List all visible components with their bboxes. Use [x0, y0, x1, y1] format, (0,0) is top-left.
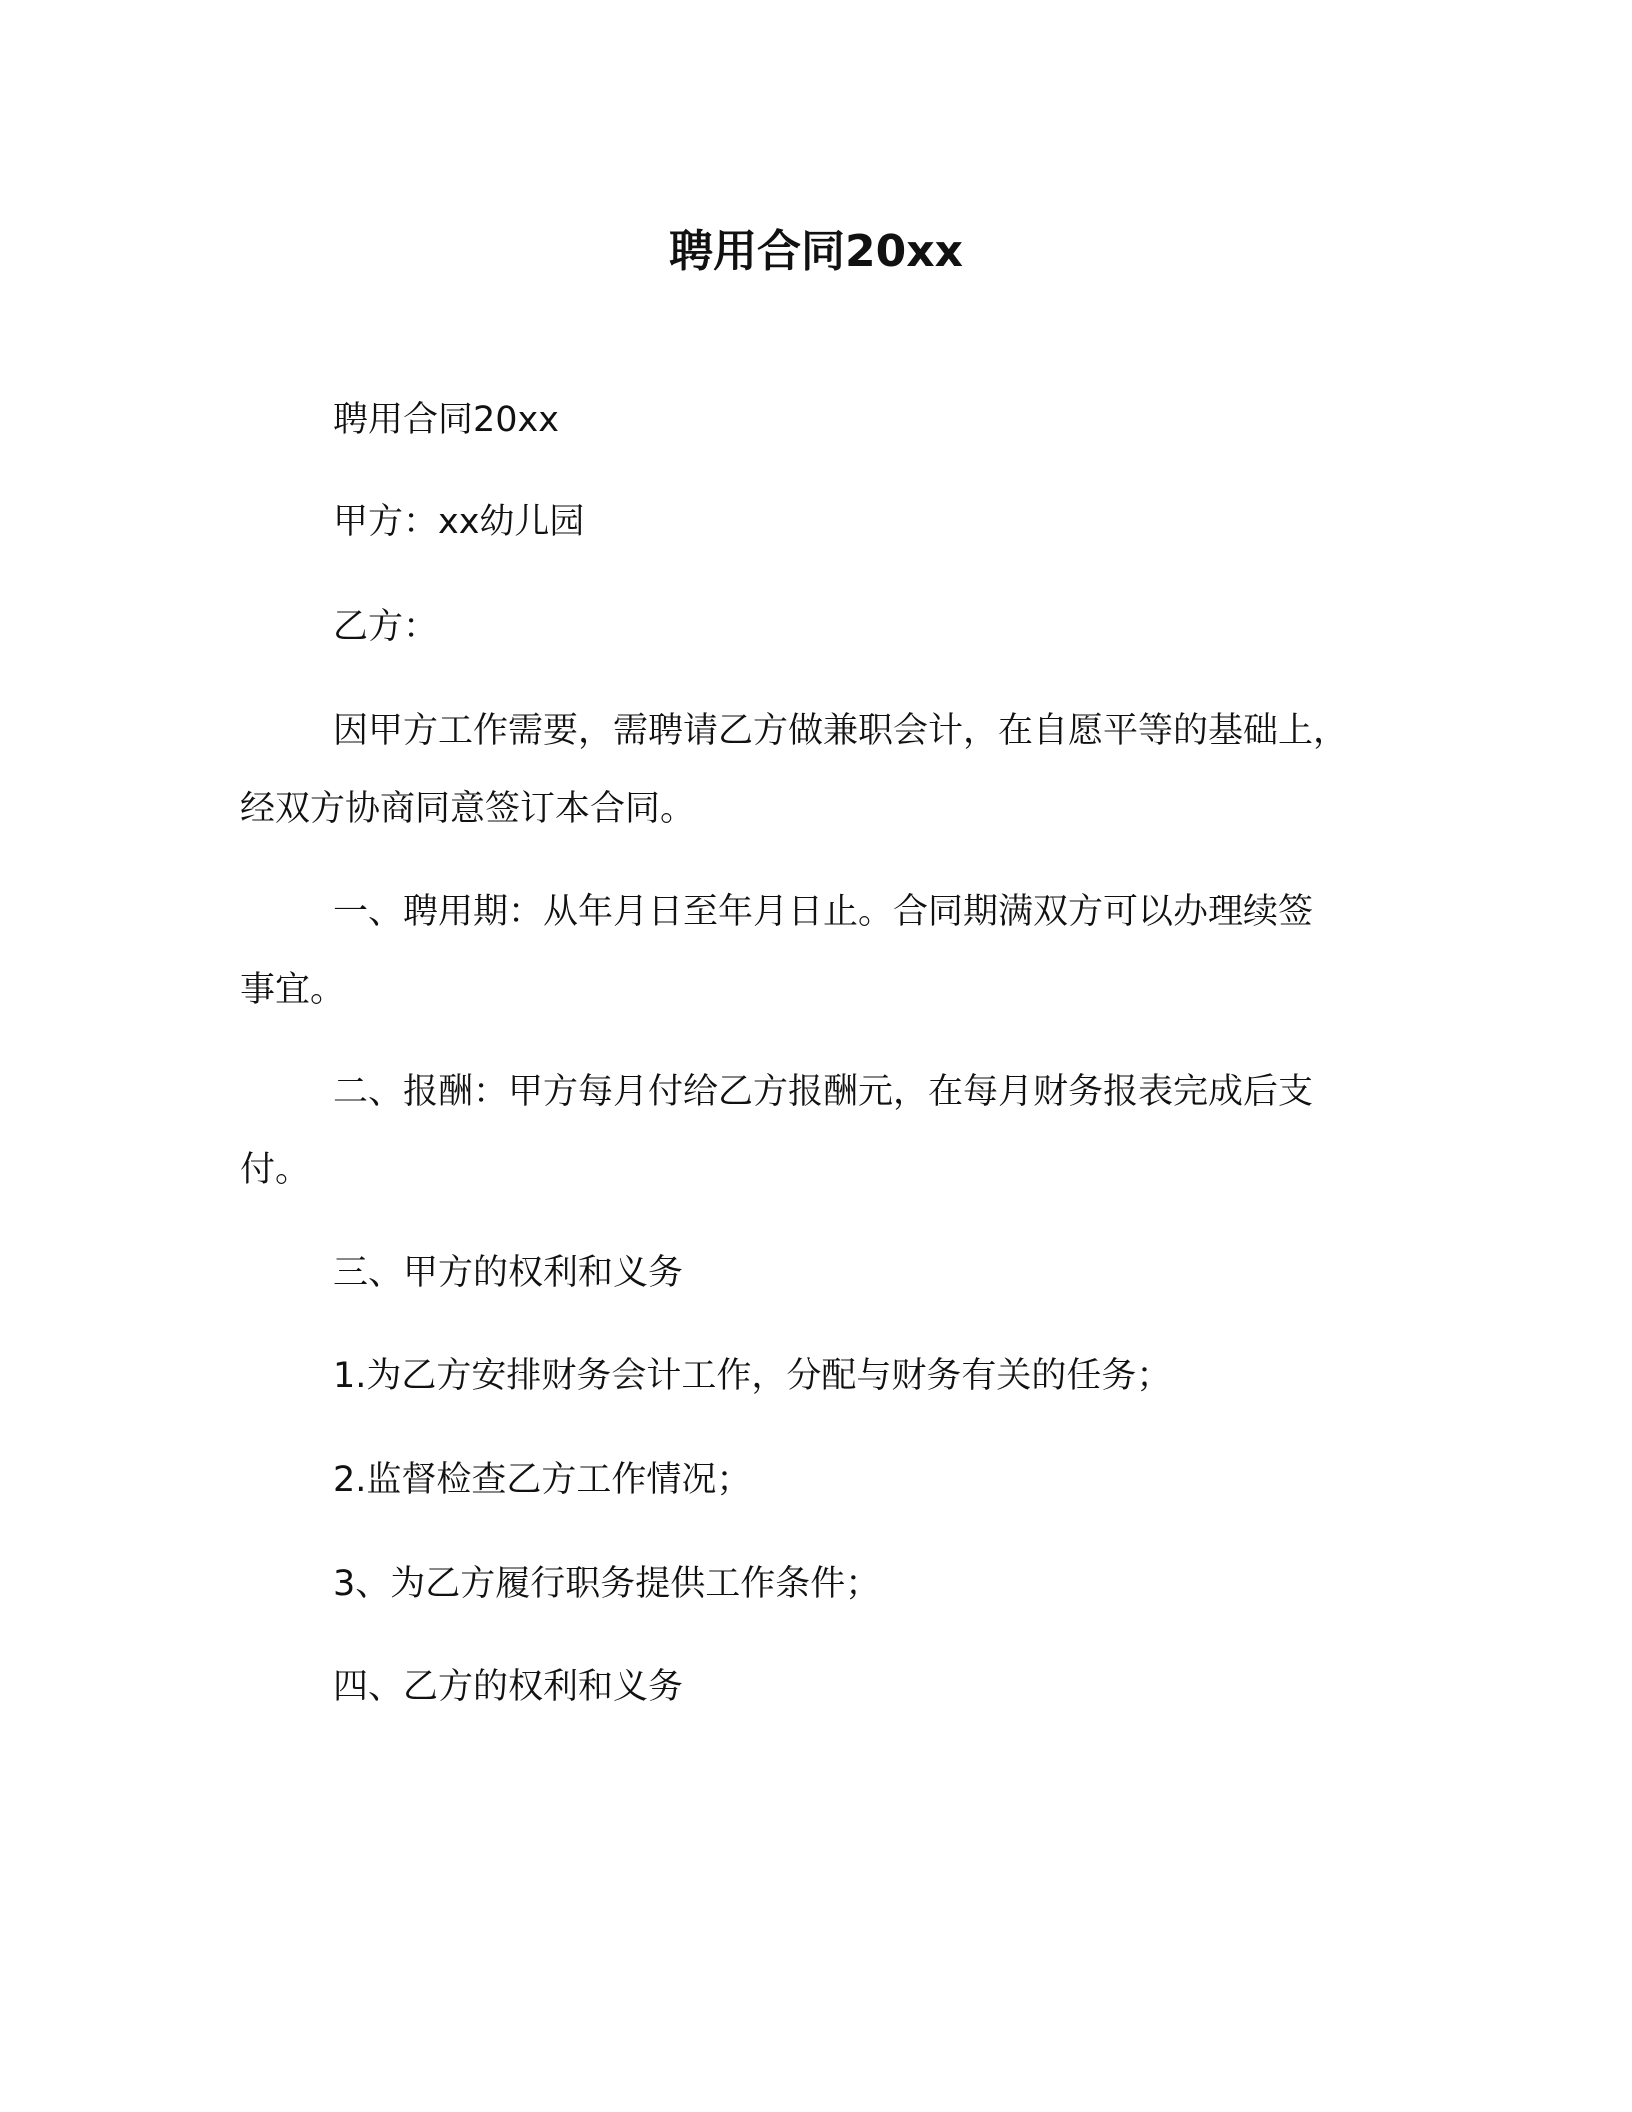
clause3-item: 3、为乙方履行职务提供工作条件； — [333, 1564, 881, 1604]
clause3-title: 三、甲方的权利和义务 — [333, 1253, 684, 1293]
party-a: 甲方：xx幼儿园 — [333, 502, 585, 542]
clause3-item: 2.监督检查乙方工作情况； — [333, 1460, 752, 1500]
clause1-line-2: 事宜。 — [240, 970, 346, 1010]
contract-heading: 聘用合同20xx — [333, 400, 559, 440]
clause2-line-2: 付。 — [240, 1150, 311, 1190]
clause4-title: 四、乙方的权利和义务 — [333, 1667, 684, 1707]
clause1-line-1: 一、聘用期：从年月日至年月日止。合同期满双方可以办理续签 — [333, 892, 1314, 932]
document-title: 聘用合同20xx — [669, 226, 963, 277]
intro-line-2: 经双方协商同意签订本合同。 — [240, 789, 696, 829]
party-b: 乙方： — [333, 607, 439, 647]
intro-line-1: 因甲方工作需要，需聘请乙方做兼职会计，在自愿平等的基础上， — [333, 711, 1349, 751]
clause2-line-1: 二、报酬：甲方每月付给乙方报酬元，在每月财务报表完成后支 — [333, 1072, 1314, 1112]
clause3-item: 1.为乙方安排财务会计工作，分配与财务有关的任务； — [333, 1356, 1172, 1396]
